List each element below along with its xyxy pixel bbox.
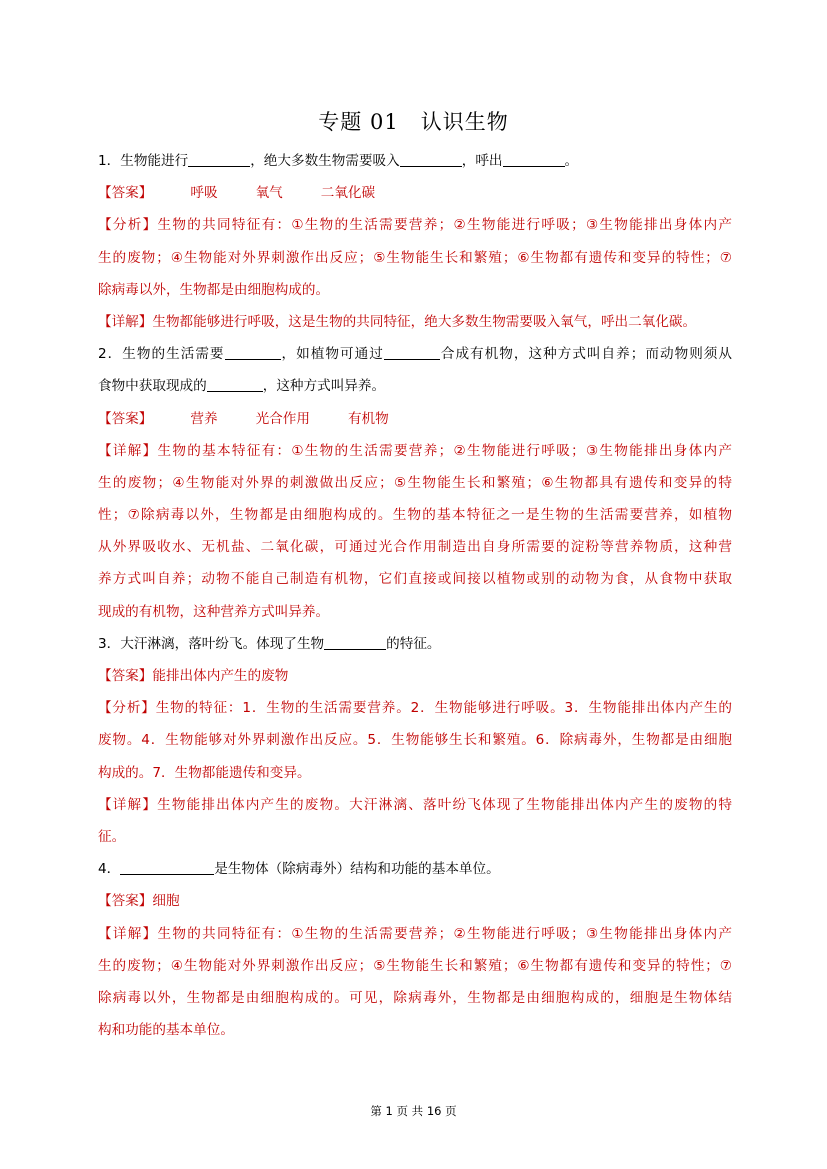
explanation-1: 【详解】生物都能够进行呼吸，这是生物的共同特征，绝大多数生物需要吸入氧气，呼出二氧化碳。 bbox=[98, 313, 697, 330]
page-title: 专题 01 认识生物 bbox=[318, 110, 509, 134]
analysis-1-line-2: 生的废物；④生物能对外界刺激作出反应；⑤生物能生长和繁殖；⑥生物都有遗传和变异的特性；⑦ bbox=[98, 249, 732, 266]
explanation-3-line-2: 征。 bbox=[98, 828, 126, 845]
explanation-4-line-2: 生的废物；④生物能对外界刺激作出反应；⑤生物能生长和繁殖；⑥生物都有遗传和变异的特性；⑦ bbox=[98, 957, 732, 974]
answer-blank bbox=[324, 635, 386, 650]
analysis-1-line-3: 除病毒以外，生物都是由细胞构成的。 bbox=[98, 281, 330, 298]
answer-blank bbox=[120, 860, 214, 875]
answer-label: 【答案】 bbox=[98, 893, 153, 910]
explanation-label: 【详解】 bbox=[98, 442, 158, 459]
explanation-2-line-2: 生的废物；④生物能对外界的刺激做出反应；⑤生物能生长和繁殖；⑥生物都具有遗传和变异的特 bbox=[98, 474, 732, 491]
page-footer: 第 1 页 共 16 页 bbox=[370, 1104, 457, 1118]
answer-2: 【答案】 营养 光合作用 有机物 bbox=[98, 410, 389, 427]
question-4: 4． 是生物体（除病毒外）结构和功能的基本单位。 bbox=[98, 861, 500, 878]
analysis-label: 【分析】 bbox=[98, 217, 158, 234]
answer-4: 【答案】细胞 bbox=[98, 893, 180, 910]
explanation-3: 【详解】生物能排出体内产生的废物。大汗淋漓、落叶纷飞体现了生物能排出体内产生的废物的特 bbox=[98, 796, 733, 813]
analysis-3-line-2: 废物。4．生物能够对外界刺激作出反应。5．生物能够生长和繁殖。6．除病毒外，生物都是由细胞 bbox=[98, 732, 732, 749]
answer-blank bbox=[188, 152, 250, 167]
explanation-2-line-5: 养方式叫自养；动物不能自己制造有机物，它们直接或间接以植物或别的动物为食，从食物中获取 bbox=[98, 571, 732, 588]
question-2: 2．生物的生活需要 ，如植物可通过 合成有机物，这种方式叫自养；而动物则须从 bbox=[98, 346, 733, 363]
explanation-2-line-3: 性；⑦除病毒以外，生物都是由细胞构成的。生物的基本特征之一是生物的生活需要营养，如植物 bbox=[98, 507, 732, 524]
explanation-2-line-4: 从外界吸收水、无机盐、二氧化碳，可通过光合作用制造出自身所需要的淀粉等营养物质，这种营 bbox=[98, 539, 732, 556]
analysis-3-line-3: 构成的。7．生物都能遗传和变异。 bbox=[98, 764, 311, 781]
answer-blank bbox=[503, 152, 565, 167]
answer-label: 【答案】 bbox=[98, 668, 153, 684]
explanation-2-line-6: 现成的有机物，这种营养方式叫异养。 bbox=[98, 603, 330, 620]
explanation-label: 【详解】 bbox=[98, 925, 158, 942]
explanation-2: 【详解】生物的基本特征有：①生物的生活需要营养；②生物能进行呼吸；③生物能排出身体内产 bbox=[98, 442, 733, 459]
question-1: 1．生物能进行 ，绝大多数生物需要吸入 ，呼出 。 bbox=[98, 153, 579, 169]
answer-3: 【答案】能排出体内产生的废物 bbox=[98, 668, 289, 684]
answer-label: 【答案】 bbox=[98, 185, 153, 202]
analysis-3: 【分析】生物的特征：1．生物的生活需要营养。2．生物能够进行呼吸。3．生物能排出体内产生的 bbox=[98, 700, 732, 717]
answer-blank bbox=[225, 345, 281, 360]
explanation-4-line-4: 构和功能的基本单位。 bbox=[98, 1022, 234, 1039]
question-2-line-2: 食物中获取现成的 ，这种方式叫异养。 bbox=[98, 378, 386, 395]
analysis-1: 【分析】生物的共同特征有：①生物的生活需要营养；②生物能进行呼吸；③生物能排出身体内产 bbox=[98, 217, 733, 234]
answer-blank bbox=[400, 152, 462, 167]
explanation-4-line-3: 除病毒以外，生物都是由细胞构成的。可见，除病毒外，生物都是由细胞构成的，细胞是生物体结 bbox=[98, 989, 732, 1006]
answer-1: 【答案】 呼吸 氧气 二氧化碳 bbox=[98, 185, 376, 202]
explanation-label: 【详解】 bbox=[98, 313, 153, 330]
explanation-label: 【详解】 bbox=[98, 796, 158, 813]
question-3: 3．大汗淋漓，落叶纷飞。体现了生物 的特征。 bbox=[98, 635, 441, 652]
answer-blank bbox=[207, 377, 263, 392]
explanation-4: 【详解】生物的共同特征有：①生物的生活需要营养；②生物能进行呼吸；③生物能排出身体内产 bbox=[98, 925, 733, 942]
answer-label: 【答案】 bbox=[98, 410, 153, 427]
answer-blank bbox=[384, 345, 440, 360]
analysis-label: 【分析】 bbox=[98, 700, 156, 717]
document-body bbox=[98, 145, 732, 1046]
